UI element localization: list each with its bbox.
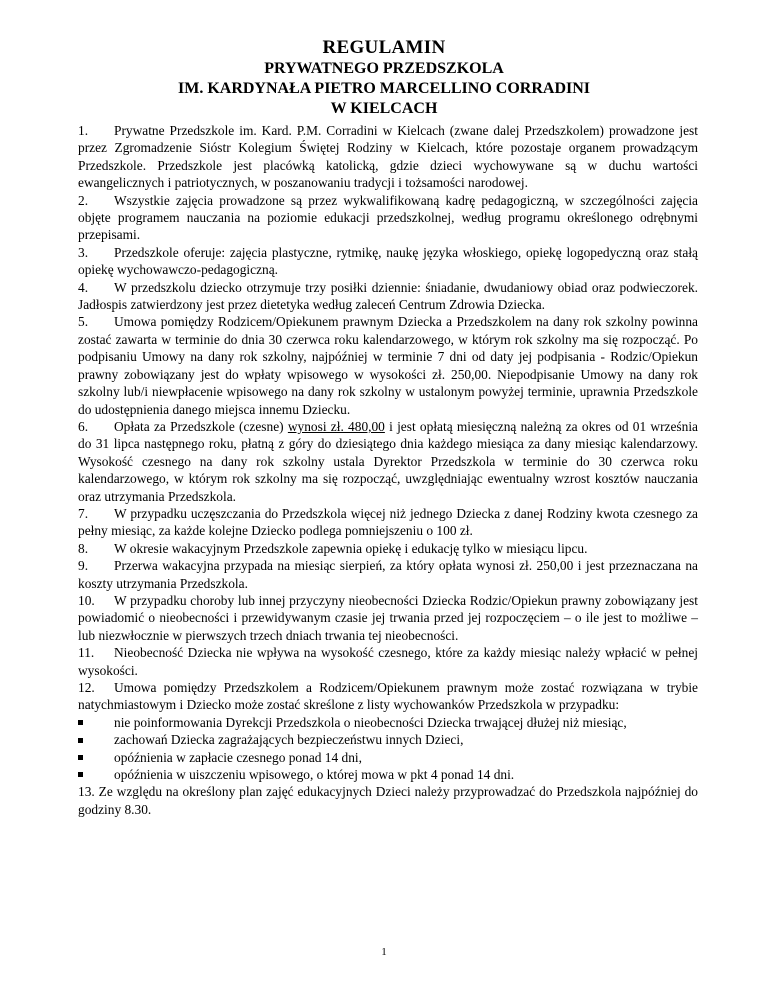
point-number: 5. xyxy=(78,314,89,330)
point-3 xyxy=(78,244,698,279)
bullet-square-icon xyxy=(78,766,114,783)
bullet-text: opóźnienia w uiszczeniu wpisowego, o której mowa w pkt 4 ponad 14 dni. xyxy=(114,767,515,783)
point-5 xyxy=(78,313,698,417)
point-10 xyxy=(78,592,698,644)
point-text: Prywatne Przedszkole im. Kard. P.M. Corradini w Kielcach (zwane dalej Przedszkolem) prowadzone jest przez Zgromadzenie Sióstr Kolegium Świętej Rodziny w Kielcach, które pozostaje organem prowadzącym Przedszkole. Przedszkole jest placówką katolicką, gdzie dzieci wychowywane są w duchu wartości ewangelicznych i patriotycznych, w poszanowaniu tradycji i tożsamości narodowej. xyxy=(78,123,698,191)
bullet-square-icon xyxy=(78,731,114,748)
point-number: 13. xyxy=(78,784,95,800)
point-text: Przerwa wakacyjna przypada na miesiąc sierpień, za który opłata wynosi zł. 250,00 i jest przeznaczana na koszty utrzymania Przedszkola. xyxy=(78,558,698,591)
point-text: W okresie wakacyjnym Przedszkole zapewnia opiekę i edukację tylko w miesiącu lipcu. xyxy=(114,540,588,556)
point-text-before: Opłata za Przedszkole (czesne) xyxy=(114,418,288,434)
point-text: Przedszkole oferuje: zajęcia plastyczne, rytmikę, naukę języka włoskiego, opiekę logopedyczną oraz stałą opiekę wychowawczo-pedagogiczną. xyxy=(78,244,698,278)
point-text: W przedszkolu dziecko otrzymuje trzy posiłki dziennie: śniadanie, dwudaniowy obiad oraz podwieczorek. Jadłospis zatwierdzony jest przez dietetyka według zaleceń Centrum Zdrowia Dziecka. xyxy=(78,279,698,313)
point-text: Umowa pomiędzy Rodzicem/Opiekunem prawnym Dziecka a Przedszkolem na dany rok szkolny powinna zostać zawarta w terminie do dnia 30 czerwca roku kalendarzowego, w którym rok szkolny ma się rozpocząć. Po podpisaniu Umowy na dany rok szkolny, najpóźniej w terminie 7 dni od daty jej podpisania - Rodzic/Opiekun prawny zobowiązany jest do wpłaty wpisowego w wysokości zł. 250,00. Niepodpisanie Umowy na dany rok szkolny lub/i niewpłacenie wpisowego na dany rok szkolny w ustalonym powyżej terminie, uprawnia Przedszkole do udostępnienia danego miejsca innemu Dziecku. xyxy=(78,314,698,417)
point-number: 8. xyxy=(78,540,89,556)
bullet-square-icon xyxy=(78,714,114,731)
point-text: W przypadku choroby lub innej przyczyny nieobecności Dziecka Rodzic/Opiekun prawny zobowiązany jest powiadomić o nieobecności i przewidywanym czasie jej trwania przed jej rozpoczęciem – o ile jest to możliwe – lub niezwłocznie w pierwszych trzech dniach trwania tej nieobecności. xyxy=(78,592,698,643)
page-number: 1 xyxy=(381,946,387,958)
point-number: 4. xyxy=(78,279,89,295)
point-8 xyxy=(78,540,698,557)
subtitle-line-2: IM. KARDYNAŁA PIETRO MARCELLINO CORRADINI xyxy=(177,80,591,97)
point-4 xyxy=(78,279,698,314)
fee-amount-underlined: wynosi zł. 480,00 xyxy=(287,418,385,434)
point-13 xyxy=(78,783,698,818)
point-number: 12. xyxy=(78,680,95,695)
point-9 xyxy=(78,557,698,592)
point-2 xyxy=(78,192,698,244)
point-number: 11. xyxy=(78,645,95,661)
bullet-text: nie poinformowania Dyrekcji Przedszkola o nieobecności Dziecka trwającej dłużej niż miesiąc, xyxy=(114,714,627,730)
point-text: Ze względu na określony plan zajęć edukacyjnych Dzieci należy przyprowadzać do Przedszkola najpóźniej do godziny 8.30. xyxy=(78,784,699,817)
point-text: Wszystkie zajęcia prowadzone są przez wykwalifikowaną kadrę pedagogiczną, w szczególności zajęcia objęte programem nauczania na poziomie edukacji przedszkolnej, według programu określonego odrębnymi przepisami. xyxy=(78,192,698,243)
bullet-text: zachowań Dziecka zagrażających bezpieczeństwu innych Dzieci, xyxy=(114,732,464,748)
point-number: 9. xyxy=(78,558,89,574)
subtitle-line-1: PRYWATNEGO PRZEDSZKOLA xyxy=(264,60,504,77)
point-number: 10. xyxy=(78,592,95,608)
point-number: 7. xyxy=(78,505,89,521)
point-number: 1. xyxy=(78,123,89,138)
point-text: Nieobecność Dziecka nie wpływa na wysokość czesnego, które za każdy miesiąc należy wpłacić w pełnej wysokości. xyxy=(78,645,698,678)
title-block xyxy=(0,37,768,119)
point-6 xyxy=(78,418,698,505)
point-7 xyxy=(78,505,698,540)
point-number: 6. xyxy=(78,418,89,434)
point-12 xyxy=(78,679,698,714)
point-text: W przypadku uczęszczania do Przedszkola więcej niż jednego Dziecka z danej Rodziny kwota czesnego za pełny miesiąc, za każde kolejne Dziecko podlega pomniejszeniu o 100 zł. xyxy=(78,505,698,539)
point-text-after: i jest opłatą miesięczną należną za okres od 01 września do 31 lipca następnego roku, płatną z góry do dziesiątego dnia każdego miesiąca za dany miesiąc kalendarzowy. Wysokość czesnego na dany rok szkolny ustala Dyrektor Przedszkola w terminie do 30 czerwca roku kalendarzowego, w którym rok szkolny ma się rozpocząć, uwzględniając ewentualny wzrost kosztów nauczania oraz utrzymania Przedszkola. xyxy=(78,418,698,504)
point-text: Umowa pomiędzy Przedszkolem a Rodzicem/Opiekunem prawnym może zostać rozwiązana w trybie natychmiastowym i Dziecko może zostać skreślone z listy wychowanków Przedszkola w przypadku: xyxy=(78,680,698,713)
bullet-item-2 xyxy=(78,731,698,748)
bullet-text: opóźnienia w zapłacie czesnego ponad 14 dni, xyxy=(114,749,363,765)
subtitle-line-3: W KIELCACH xyxy=(330,100,438,117)
point-number: 3. xyxy=(78,244,89,260)
point-11 xyxy=(78,644,698,679)
bullet-item-3 xyxy=(78,749,698,766)
document-title: REGULAMIN xyxy=(322,37,446,58)
point-number: 2. xyxy=(78,192,89,208)
document-body xyxy=(78,122,698,818)
bullet-item-4 xyxy=(78,766,698,783)
bullet-item-1 xyxy=(78,714,698,731)
bullet-square-icon xyxy=(78,749,114,766)
point-1 xyxy=(78,122,698,192)
